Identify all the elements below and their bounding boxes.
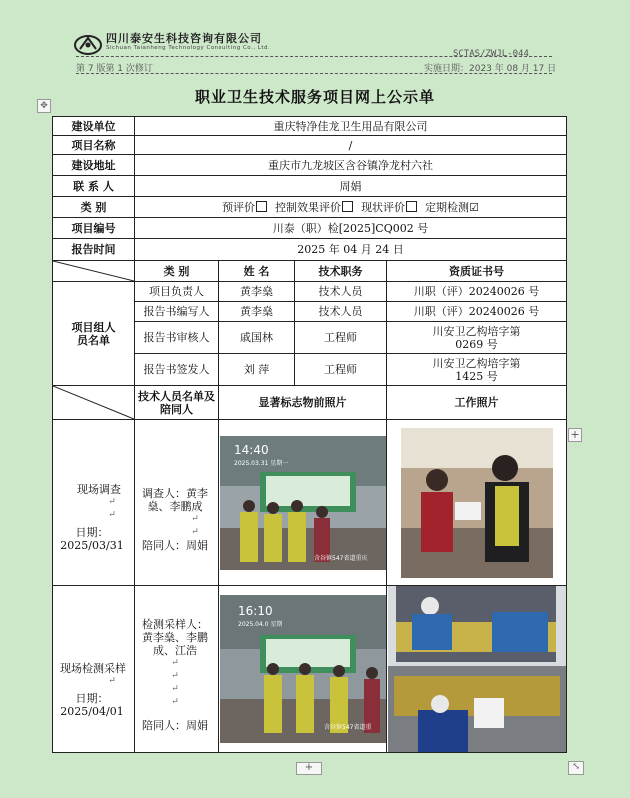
table-cell: 工程师 — [295, 354, 387, 386]
header-divider-bottom — [76, 73, 552, 74]
publicity-table — [52, 116, 567, 753]
table-cell: 川安卫乙构培字第 0269 号 — [387, 322, 567, 354]
table-cell: 戚国林 — [219, 322, 295, 354]
sampling-info: 现场检测采样 ↵ 日期： 2025/04/01 — [53, 586, 135, 753]
sampling-photo-location: 含谷镇547省道重 — [323, 724, 371, 731]
type-label: 类 别 — [53, 197, 135, 218]
table-cell: 黄李燊 — [219, 282, 295, 302]
table-resize-handle-icon[interactable]: ⤡ — [568, 761, 584, 775]
company-name: 四川泰安生科技咨询有限公司 — [106, 32, 262, 45]
sampling-label: 现场检测采样 — [60, 662, 126, 675]
version-text: 第 7 版第 1 次修订 — [76, 64, 153, 74]
table-cell: 川职（评）20240026 号 — [387, 282, 567, 302]
implementation-date: 实施日期：2023 年 08 月 17 日 — [424, 64, 557, 74]
checkbox-periodic-checked[interactable]: ☑ — [469, 200, 479, 214]
address-value: 重庆市九龙坡区含谷镇净龙村六社 — [135, 155, 567, 176]
survey-label: 现场调查 — [77, 483, 121, 496]
staff-header-diagonal — [53, 261, 135, 282]
survey-date-label: 日期： — [75, 526, 109, 539]
type-option-periodic: 定期检测 — [425, 200, 470, 214]
photo-header-staff: 技术人员名单及陪同人 — [135, 386, 219, 420]
checkbox-pre-eval[interactable] — [256, 201, 267, 212]
survey-date: 2025/03/31 — [60, 539, 124, 552]
company-logo-icon — [74, 34, 104, 56]
sampling-samplers: 黄李燊、李鹏成、江浩 — [142, 631, 208, 657]
sampling-companion: 陪同人：周娟 — [142, 719, 208, 732]
type-options — [135, 197, 567, 218]
sampling-samplers-label: 检测采样人： — [142, 618, 208, 631]
sampling-landmark-photo — [220, 595, 386, 743]
table-cell: 报告书审核人 — [135, 322, 219, 354]
table-cell: 刘 萍 — [219, 354, 295, 386]
contact-value: 周娟 — [135, 176, 567, 197]
type-option-control-eval: 控制效果评价 — [275, 200, 342, 214]
sampling-work-cell — [387, 586, 567, 753]
sampling-photo-time: 16:10 — [237, 604, 273, 618]
code-value: 川泰（职）检[2025]CQ002 号 — [135, 218, 567, 239]
page-title: 职业卫生技术服务项目网上公示单 — [194, 88, 435, 106]
survey-photo-time: 14:40 — [233, 442, 269, 457]
project-value: / — [135, 136, 567, 155]
add-column-button[interactable]: + — [568, 428, 582, 442]
staff-header-name: 姓 名 — [219, 261, 295, 282]
staff-header-title: 技术职务 — [295, 261, 387, 282]
staff-header-cert: 资质证书号 — [387, 261, 567, 282]
sampling-work-photo — [388, 586, 566, 752]
survey-info: 现场调查 ↵ ↵ 日期： 2025/03/31 — [53, 420, 135, 586]
survey-photo-date: 2025.03.31 星期一 — [233, 459, 288, 467]
sampling-date: 2025/04/01 — [60, 705, 124, 718]
survey-investigators: 调查人：黄李燊、李鹏成 — [142, 487, 208, 513]
table-cell: 黄李燊 — [219, 302, 295, 322]
survey-landmark-photo — [220, 436, 386, 570]
table-cell: 技术人员 — [295, 302, 387, 322]
add-row-button[interactable]: + — [296, 762, 322, 775]
table-cell: 川职（评）20240026 号 — [387, 302, 567, 322]
survey-companion: 陪同人：周娟 — [142, 539, 208, 552]
table-cell: 工程师 — [295, 322, 387, 354]
photo-header-diagonal — [53, 386, 135, 420]
survey-work-cell — [387, 420, 567, 586]
staff-group-label: 项目组人员名单 — [53, 282, 135, 386]
date-value: 2025 年 04 月 24 日 — [135, 239, 567, 261]
unit-label: 建设单位 — [53, 117, 135, 136]
survey-work-photo — [401, 428, 553, 578]
sampling-date-label: 日期： — [75, 692, 109, 705]
sampling-landmark-cell — [219, 586, 387, 753]
type-option-status-eval: 现状评价 — [361, 200, 406, 214]
sampling-photo-date: 2025.04.0 星期 — [237, 621, 282, 628]
contact-label: 联 系 人 — [53, 176, 135, 197]
checkbox-control-eval[interactable] — [342, 201, 353, 212]
table-cell: 川安卫乙构培字第 1425 号 — [387, 354, 567, 386]
table-cell: 报告书编写人 — [135, 302, 219, 322]
table-cell: 项目负责人 — [135, 282, 219, 302]
document-number: SCTAS/ZWJL-044 — [453, 49, 529, 59]
photo-header-landmark: 显著标志物前照片 — [219, 386, 387, 420]
unit-value: 重庆特净佳龙卫生用品有限公司 — [135, 117, 567, 136]
survey-photo-location: 含谷镇547省道重庆 — [313, 554, 367, 562]
checkbox-status-eval[interactable] — [406, 201, 417, 212]
staff-header-role: 类 别 — [135, 261, 219, 282]
project-label: 项目名称 — [53, 136, 135, 155]
survey-staff: 调查人：黄李燊、李鹏成 ↵ ↵ 陪同人：周娟 — [135, 420, 219, 586]
table-move-handle-icon[interactable]: ✥ — [37, 99, 51, 113]
photo-header-work: 工作照片 — [387, 386, 567, 420]
survey-landmark-cell — [219, 420, 387, 586]
date-label: 报告时间 — [53, 239, 135, 261]
sampling-staff: 检测采样人： 黄李燊、李鹏成、江浩 ↵ ↵ ↵ ↵ 陪同人：周娟 — [135, 586, 219, 753]
table-cell: 报告书签发人 — [135, 354, 219, 386]
code-label: 项目编号 — [53, 218, 135, 239]
table-cell: 技术人员 — [295, 282, 387, 302]
address-label: 建设地址 — [53, 155, 135, 176]
header-divider — [76, 56, 552, 57]
type-option-pre-eval: 预评价 — [222, 200, 256, 214]
company-name-en: Sichuan Taianheng Technology Consulting Co., Ltd. — [106, 45, 271, 51]
